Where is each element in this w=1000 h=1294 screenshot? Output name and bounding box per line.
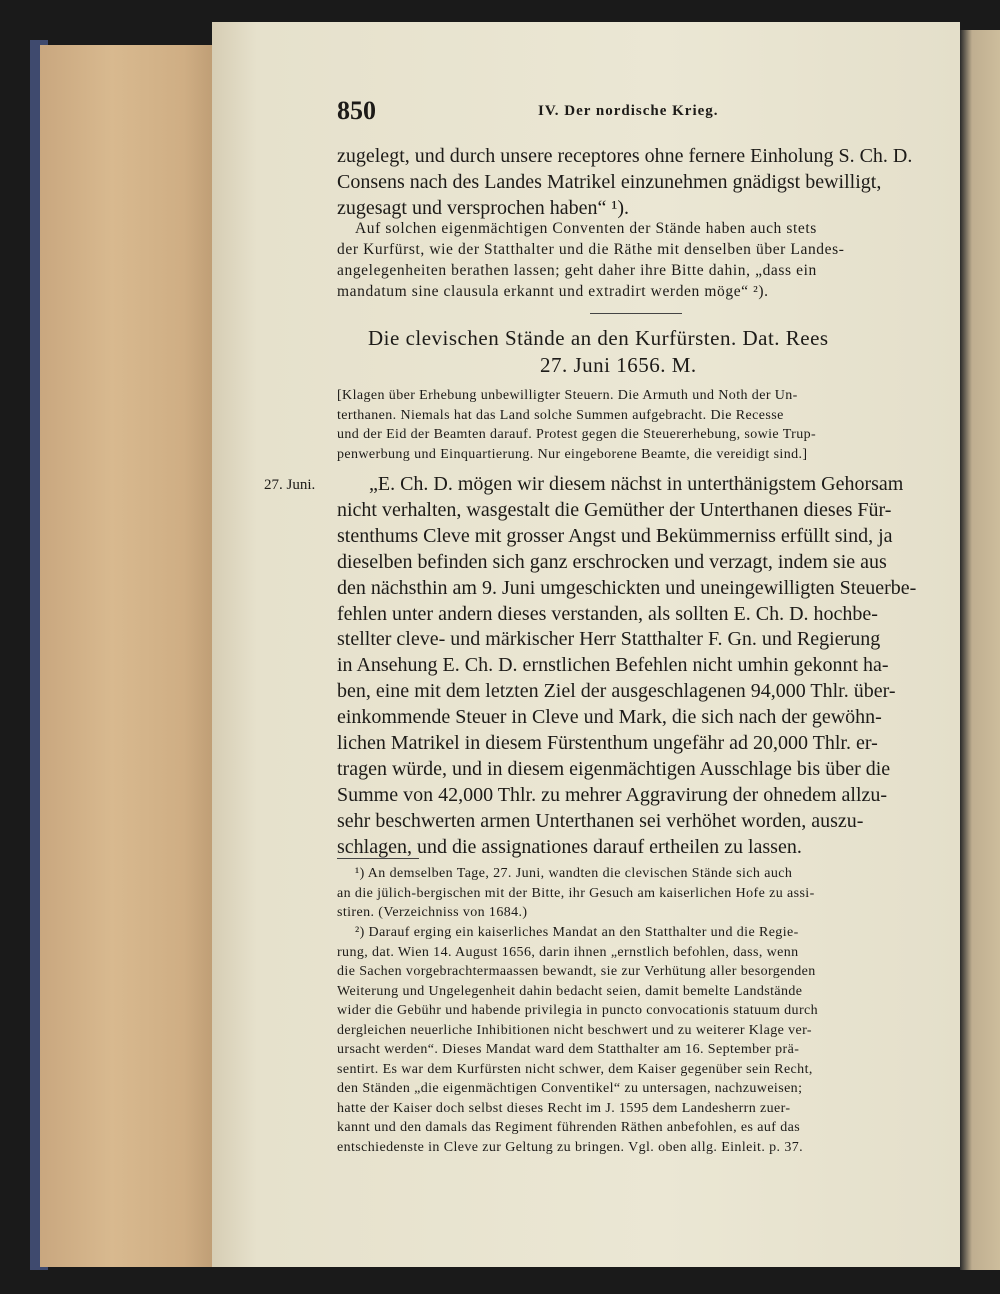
document-title-line-1: Die clevischen Stände an den Kurfürsten. Dat. Rees <box>368 326 829 350</box>
body-line: dieselben befinden sich ganz erschrocken und verzagt, indem sie aus <box>337 550 887 573</box>
intro-line: Consens nach des Landes Matrikel einzunehmen gnädigst bewilligt, <box>337 171 882 193</box>
body-line: schlagen, und die assignationes darauf ertheilen zu lassen. <box>337 835 802 858</box>
fn2-line: wider die Gebühr und habende privilegia in puncto convocationis statuum durch <box>337 1003 819 1018</box>
body-line: ben, eine mit dem letzten Ziel der ausgeschlagenen 94,000 Thlr. über- <box>337 680 896 703</box>
fn2-line: die Sachen vorgebrachtermaassen bewandt, sie zur Verhütung aller besorgenden <box>337 964 816 979</box>
body-line: „E. Ch. D. mögen wir diesem nächst in unterthänigstem Gehorsam <box>369 473 904 495</box>
body-line: stenthums Cleve mit grosser Angst und Bekümmerniss erfüllt sind, ja <box>337 524 893 547</box>
body-line: einkommende Steuer in Cleve und Mark, die sich nach der gewöhn- <box>337 706 882 729</box>
page-number: 850 <box>337 96 376 125</box>
fn2-line: entschiedenste in Cleve zur Geltung zu bringen. Vgl. oben allg. Einleit. p. 37. <box>337 1139 804 1155</box>
fn1-line: ¹) An demselben Tage, 27. Juni, wandten die clevischen Stände sich auch <box>355 866 793 881</box>
footnote-rule <box>337 858 419 859</box>
summary-line: [Klagen über Erhebung unbewilligter Steuern. Die Armuth und Noth der Un- <box>337 388 798 403</box>
body-line: lichen Matrikel in diesem Fürstenthum ungefähr ad 20,000 Thlr. er- <box>337 732 878 755</box>
summary-paragraph <box>337 386 932 464</box>
body-line: stellter cleve- und märkischer Herr Statthalter F. Gn. und Regierung <box>337 628 881 651</box>
section-rule <box>590 313 682 314</box>
body-line: Summe von 42,000 Thlr. zu mehrer Aggravirung der ohnedem allzu- <box>337 783 888 806</box>
note-line: Auf solchen eigenmächtigen Conventen der Stände haben auch stets <box>355 220 817 237</box>
facing-page-edge <box>960 30 1000 1270</box>
document-title-line-2: 27. Juni 1656. M. <box>540 353 697 377</box>
running-head: IV. Der nordische Krieg. <box>538 103 719 119</box>
intro-line: zugesagt und versprochen haben“ ¹). <box>337 197 629 219</box>
body-line: in Ansehung E. Ch. D. ernstlichen Befehlen nicht umhin gekonnt ha- <box>337 654 889 677</box>
fn2-line: rung, dat. Wien 14. August 1656, darin ihnen „ernstlich befohlen, dass, wenn <box>337 944 799 960</box>
fn2-line: ²) Darauf erging ein kaiserliches Mandat an den Statthalter und die Regie- <box>355 925 799 940</box>
fn2-line: den Ständen „die eigenmächtigen Conventikel“ zu untersagen, nachzuweisen; <box>337 1081 803 1096</box>
note-line: der Kurfürst, wie der Statthalter und die Räthe mit denselben über Landes- <box>337 241 845 258</box>
body-line: tragen würde, und in diesem eigenmächtigen Ausschlage bis über die <box>337 757 891 780</box>
footnote-1 <box>337 864 932 923</box>
fn1-line: an die jülich-bergischen mit der Bitte, ihr Gesuch am kaiserlichen Hofe zu assi- <box>337 885 815 901</box>
note-line: mandatum sine clausula erkannt und extradirt werden möge“ ²). <box>337 283 769 300</box>
body-line: fehlen unter andern dieses verstanden, als sollten E. Ch. D. hochbe- <box>337 602 878 625</box>
intro-paragraph <box>337 143 932 221</box>
margin-date: 27. Juni. <box>264 477 316 493</box>
intro-line: zugelegt, und durch unsere receptores ohne fernere Einholung S. Ch. D. <box>337 145 913 167</box>
summary-line: penwerbung und Einquartierung. Nur eingeborene Beamte, die vereidigt sind.] <box>337 446 808 462</box>
letter-body <box>337 472 932 861</box>
body-line: sehr beschwerten armen Unterthanen sei verhöhet worden, auszu- <box>337 809 864 832</box>
page-stack-edge <box>40 45 220 1267</box>
fn2-line: dergleichen neuerliche Inhibitionen nicht beschwert und zu weiterer Klage ver- <box>337 1022 812 1038</box>
fn2-line: kannt und den damals das Regiment führenden Räthen anbefohlen, es auf das <box>337 1120 801 1135</box>
body-line: den nächsthin am 9. Juni umgeschickten und uneingewilligten Steuerbe- <box>337 576 917 599</box>
summary-line: und der Eid der Beamten darauf. Protest gegen die Steuererhebung, sowie Trup- <box>337 427 817 442</box>
note-line: angelegenheiten berathen lassen; geht daher ihre Bitte dahin, „dass ein <box>337 262 817 279</box>
fn2-line: Weiterung und Ungelegenheit dahin bedacht seien, damit bemelte Landstände <box>337 983 803 999</box>
body-line: nicht verhalten, wasgestalt die Gemüther der Unterthanen dieses Für- <box>337 498 892 521</box>
fn2-line: hatte der Kaiser doch selbst dieses Recht im J. 1595 dem Landesherrn zuer- <box>337 1100 791 1116</box>
fn1-line: stiren. (Verzeichniss von 1684.) <box>337 905 528 920</box>
summary-line: terthanen. Niemals hat das Land solche Summen aufgebracht. Die Recesse <box>337 407 784 423</box>
fn2-line: sentirt. Es war dem Kurfürsten nicht schwer, dem Kaiser gegenüber sein Recht, <box>337 1061 813 1077</box>
fn2-line: ursacht werden“. Dieses Mandat ward dem Statthalter am 16. September prä- <box>337 1042 800 1057</box>
footnote-2 <box>337 923 932 1157</box>
note-paragraph <box>337 218 932 302</box>
